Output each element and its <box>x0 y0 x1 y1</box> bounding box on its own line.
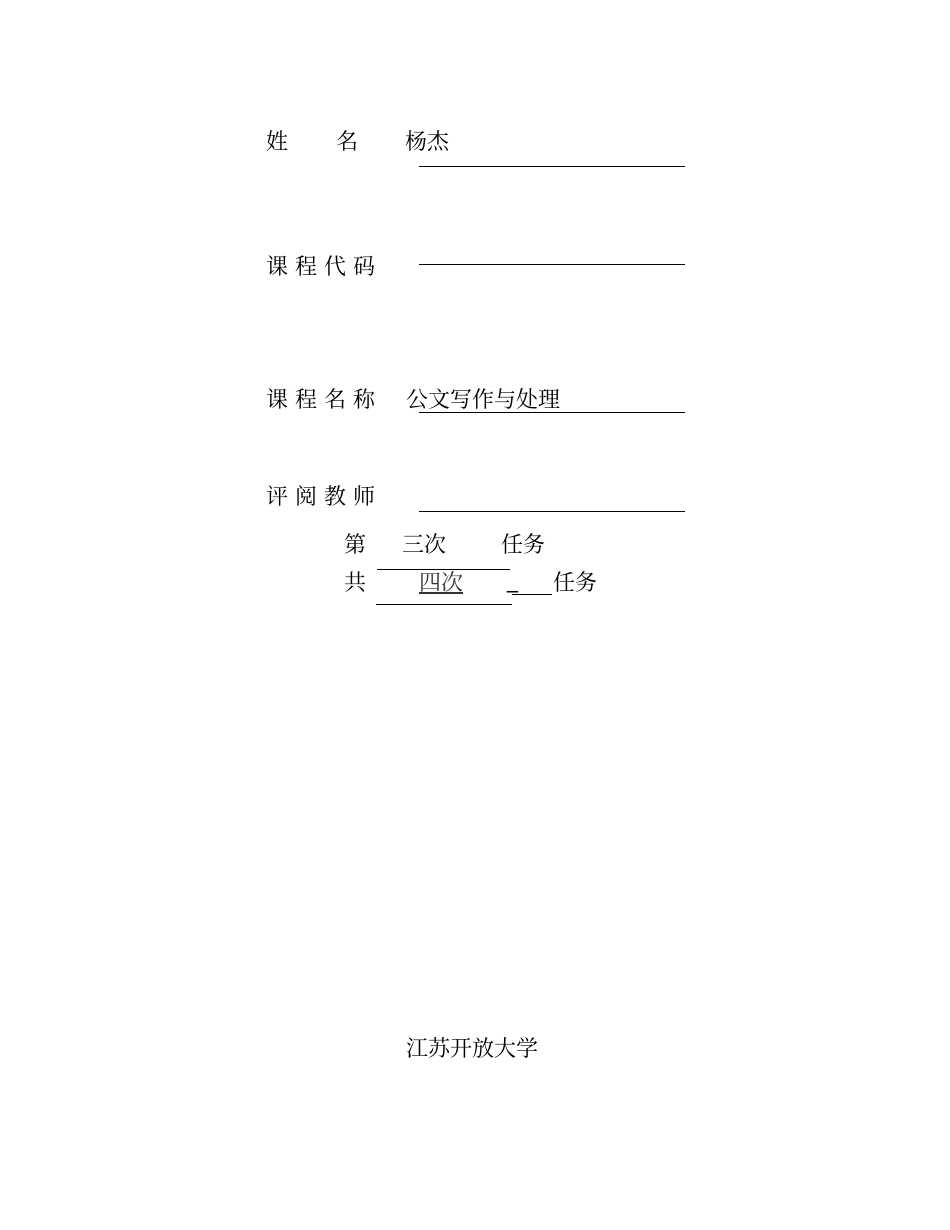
reviewer-underline <box>419 511 685 512</box>
course-code-underline <box>419 264 685 265</box>
task-total-underline <box>376 604 512 605</box>
task-nth-prefix: 第 <box>344 533 367 558</box>
institution-name: 江苏开放大学 <box>406 1037 539 1062</box>
course-code-label: 课 程 代 码 <box>266 255 375 280</box>
course-name-underline <box>419 412 685 413</box>
task-total-value[interactable]: 四次 <box>419 571 464 596</box>
name-label-char-2: 名 <box>336 130 359 155</box>
name-underline <box>419 166 685 167</box>
task-nth-value[interactable]: 三次 <box>402 533 447 558</box>
task-total-trailing-underscore: _ <box>507 568 518 593</box>
task-nth-suffix: 任务 <box>501 533 546 558</box>
task-total-prefix: 共 <box>344 571 367 596</box>
course-name-label: 课 程 名 称 <box>266 388 375 413</box>
task-total-underline-tail <box>512 594 552 595</box>
task-nth-underline <box>377 569 510 570</box>
reviewer-label: 评 阅 教 师 <box>266 485 375 510</box>
task-total-suffix: 任务 <box>553 571 598 596</box>
course-name-value[interactable]: 公文写作与处理 <box>406 388 561 413</box>
name-label-char-1: 姓 <box>266 130 289 155</box>
name-value[interactable]: 杨杰 <box>405 130 450 155</box>
